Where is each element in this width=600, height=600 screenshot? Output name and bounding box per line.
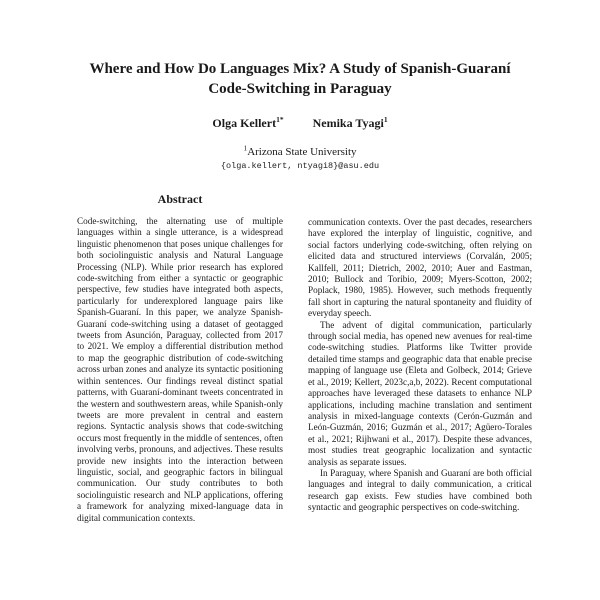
two-column-layout [68,192,532,524]
affiliation-superscript: 1 [243,143,248,153]
author-1 [212,116,283,131]
author-list [0,116,600,131]
affiliation [0,143,600,158]
author-1-name: Olga Kellert [212,116,277,130]
affiliation-name: Arizona State University [247,146,357,158]
abstract-heading: Abstract [157,192,203,206]
author-2 [313,116,388,131]
paper-title: Where and How Do Languages Mix? A Study of Spanish-Guaraní Code-Switching in Paraguay [89,61,511,97]
body-paragraph-3: In Paraguay, where Spanish and Guaraní are both official languages and integral to daily communication, a critical research gap exists. Few studies have combined both syntactic and geographic perspectives on code-switching. [308,467,532,513]
author-1-superscript: 1* [276,115,284,124]
right-column [308,192,532,524]
body-paragraph-2: The advent of digital communication, particularly through social media, has opened new avenues for real-time code-switching studies. Platforms like Twitter provide detailed time stamps and geographic data that enable precise mapping of language use (Eleta and Golbeck, 2014; Grieve et al., 2019; Kellert, 2023c,a,b, 2022). Recent computational approaches have leveraged these datasets to enhance NLP applications, including machine translation and sentiment analysis in mixed-language contexts (Cerón-Guzmán and León-Guzmán, 2016; Guzmán et al., 2017; Agüero-Torales et al., 2021; Rijhwani et al., 2017). Despite these advances, most studies treat geographic localization and syntactic analysis as separate issues. [308,319,532,467]
left-column [68,192,292,524]
author-emails: {olga.kellert, ntyagi8}@asu.edu [220,161,380,171]
author-2-name: Nemika Tyagi [312,116,384,130]
abstract-text: Code-switching, the alternating use of multiple languages within a single utterance, is a widespread linguistic phenomenon that poses unique challenges for both sociolinguistic analysis and Natural Language Processing (NLP). While prior research has explored code-switching from either a syntactic or geographic perspective, few studies have integrated both aspects, particularly for underexplored language pairs like Spanish-Guaraní. In this paper, we analyze Spanish-Guaraní code-switching using a dataset of geotagged tweets from Asunción, Paraguay, collected from 2017 to 2021. We employ a differential distribution method to map the geographic distribution of code-switching across urban zones and analyze its syntactic positioning within sentences. Our findings reveal distinct spatial patterns, with Guaraní-dominant tweets concentrated in the western and southwestern areas, while Spanish-only tweets are more prevalent in central and eastern regions. Syntactic analysis shows that code-switching occurs most frequently in the middle of sentences, often involving verbs, pronouns, and adjectives. These results provide new insights into the interaction between linguistic, social, and geographic factors in bilingual communication. Our study contributes to both sociolinguistic research and NLP applications, offering a framework for analyzing mixed-language data in digital communication contexts. [77,216,283,523]
body-paragraph-1: communication contexts. Over the past decades, researchers have explored the interplay of linguistic, cognitive, and social factors underlying code-switching, often relying on elicited data and structured interviews (Corvalán, 2005; Kallfell, 2011; Dietrich, 2002, 2010; Auer and Eastman, 2010; Bullock and Toribio, 2009; Myers-Scotton, 2002; Poplack, 1980, 1985). However, such methods frequently fall short in capturing the natural spontaneity and fluidity of everyday speech. [308,217,532,319]
author-2-superscript: 1 [383,115,388,124]
